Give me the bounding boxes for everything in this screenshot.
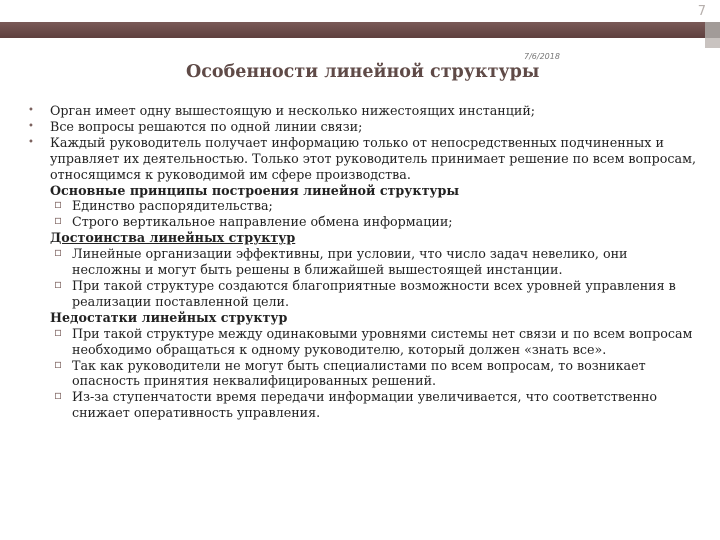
list-item	[28, 103, 698, 119]
slide-content	[28, 103, 698, 421]
sub-list-item-text: При такой структуре между одинаковыми уровнями системы нет связи и по всем вопросам необходимо обращаться к одному руководителю, который должен «знать все».	[72, 325, 693, 357]
list-item	[28, 119, 698, 135]
sub-list-item-text: Строго вертикальное направление обмена информации;	[72, 214, 453, 230]
slide-date: 7/6/2018	[524, 52, 560, 61]
sub-bullet-icon: ▫	[54, 245, 63, 260]
section-heading: Достоинства линейных структур	[50, 230, 296, 246]
sub-list-item-text: Единство распорядительства;	[72, 198, 273, 214]
list-item-text: Все вопросы решаются по одной линии связи;	[50, 118, 363, 134]
slide-number: 7	[697, 4, 706, 19]
sub-list-item	[28, 214, 698, 230]
sub-bullet-icon: ▫	[54, 213, 63, 228]
section-heading: Недостатки линейных структур	[50, 309, 288, 325]
header-band-accent-lower	[705, 38, 720, 48]
section-heading: Основные принципы построения линейной структуры	[50, 182, 460, 198]
header-band-accent	[705, 22, 720, 38]
slide-title: Особенности линейной структуры	[186, 62, 540, 82]
sub-bullet-icon: ▫	[54, 197, 63, 212]
list-item	[28, 135, 698, 183]
sub-list-item-text: Линейные организации эффективны, при условии, что число задач невелико, они несложны и могут быть решены в ближайшей вышестоящей инстанции.	[72, 246, 628, 278]
list-item-text: Орган имеет одну вышестоящую и несколько нижестоящих инстанций;	[50, 103, 536, 118]
bullet-icon: •	[28, 136, 34, 148]
sub-list-item	[28, 278, 698, 310]
sub-list-item	[28, 358, 698, 390]
sub-list-item-text: Так как руководители не могут быть специалистами по всем вопросам, то возникает опасность принятия неквалифицированных решений.	[72, 357, 646, 389]
list-item-text: Каждый руководитель получает информацию только от непосредственных подчиненных и управляет их деятельностью. Только этот руководитель принимает решение по всем вопросам, относящимся к руководимой им сфере производства.	[50, 134, 696, 182]
bullet-icon: •	[28, 105, 34, 116]
bullet-icon: •	[28, 120, 34, 132]
sub-bullet-icon: ▫	[54, 356, 63, 371]
sub-bullet-icon: ▫	[54, 276, 63, 291]
header-band	[0, 22, 705, 38]
sub-list-item-text: При такой структуре создаются благоприятные возможности всех уровней управления в реализации поставленной цели.	[72, 277, 676, 309]
sub-list-item-text: Из-за ступенчатости время передачи информации увеличивается, что соответственно снижает оперативность управления.	[72, 389, 658, 421]
sub-list-item	[28, 389, 698, 421]
sub-list-item	[28, 246, 698, 278]
top-bar	[0, 0, 720, 22]
sub-bullet-icon: ▫	[54, 388, 63, 403]
sub-list-item	[28, 326, 698, 358]
sub-list-item	[28, 198, 698, 214]
sub-bullet-icon: ▫	[54, 324, 63, 339]
